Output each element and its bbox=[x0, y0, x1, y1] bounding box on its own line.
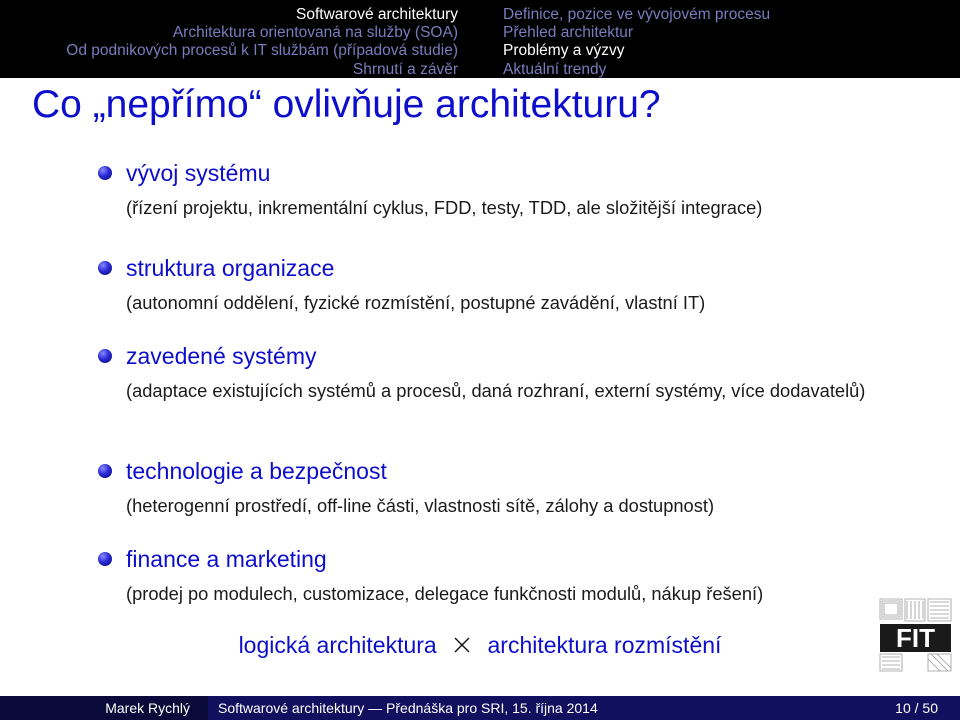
footer-title: Softwarové architektury — Přednáška pro SRI, 15. října 2014 bbox=[208, 696, 960, 720]
header-bar bbox=[0, 0, 960, 78]
item-title: struktura organizace bbox=[126, 255, 335, 281]
item-title: finance a marketing bbox=[126, 546, 327, 572]
footer-author: Marek Rychlý bbox=[0, 696, 208, 720]
item-description: (autonomní oddělení, fyzické rozmístění, postupné zavádění, vlastní IT) bbox=[126, 292, 706, 313]
nav-section-softwarove-architektury[interactable]: Softwarové architektury bbox=[296, 6, 458, 23]
nav-section-soa[interactable]: Architektura orientovaná na služby (SOA) bbox=[172, 24, 458, 42]
nav-subsection-trendy[interactable]: Aktuální trendy bbox=[503, 60, 607, 78]
nav-section-case-study[interactable]: Od podnikových procesů k IT službám (případová studie) bbox=[66, 42, 458, 60]
summary-line bbox=[0, 631, 960, 659]
subsection-navigation bbox=[503, 6, 953, 79]
nav-subsection-definice[interactable]: Definice, pozice ve vývojovém procesu bbox=[503, 6, 771, 23]
bullet-icon bbox=[98, 464, 112, 478]
fit-logo bbox=[877, 596, 954, 674]
logo-text: FIT bbox=[896, 623, 935, 653]
section-navigation bbox=[0, 6, 466, 79]
page-number: 10 / 50 bbox=[895, 700, 938, 716]
item-description: (prodej po modulech, customizace, delegace funkčnosti modulů, nákup řešení) bbox=[126, 583, 764, 604]
bullet-icon bbox=[98, 552, 112, 566]
summary-left: logická architektura bbox=[238, 632, 437, 658]
item-title: technologie a bezpečnost bbox=[126, 458, 387, 484]
bullet-icon bbox=[98, 349, 112, 363]
nav-subsection-problemy[interactable]: Problémy a výzvy bbox=[503, 42, 625, 60]
bullet-icon bbox=[98, 166, 112, 180]
summary-right: architektura rozmístění bbox=[487, 632, 722, 658]
item-description: (adaptace existujících systémů a procesů, daná rozhraní, externí systémy, více dodavatelů) bbox=[126, 380, 866, 401]
nav-section-summary[interactable]: Shrnutí a závěr bbox=[352, 60, 458, 78]
frame-title: Co „nepřímo“ ovlivňuje architekturu? bbox=[32, 83, 661, 126]
item-title: vývoj systému bbox=[126, 160, 271, 186]
nav-subsection-prehled[interactable]: Přehled architektur bbox=[503, 24, 634, 42]
item-description: (řízení projektu, inkrementální cyklus, FDD, testy, TDD, ale složitější integrace) bbox=[126, 197, 763, 218]
footer-bar bbox=[0, 696, 960, 720]
item-title: zavedené systémy bbox=[126, 343, 317, 369]
times-icon bbox=[451, 634, 473, 656]
item-description: (heterogenní prostředí, off-line části, vlastnosti sítě, zálohy a dostupnost) bbox=[126, 495, 715, 516]
bullet-icon bbox=[98, 261, 112, 275]
